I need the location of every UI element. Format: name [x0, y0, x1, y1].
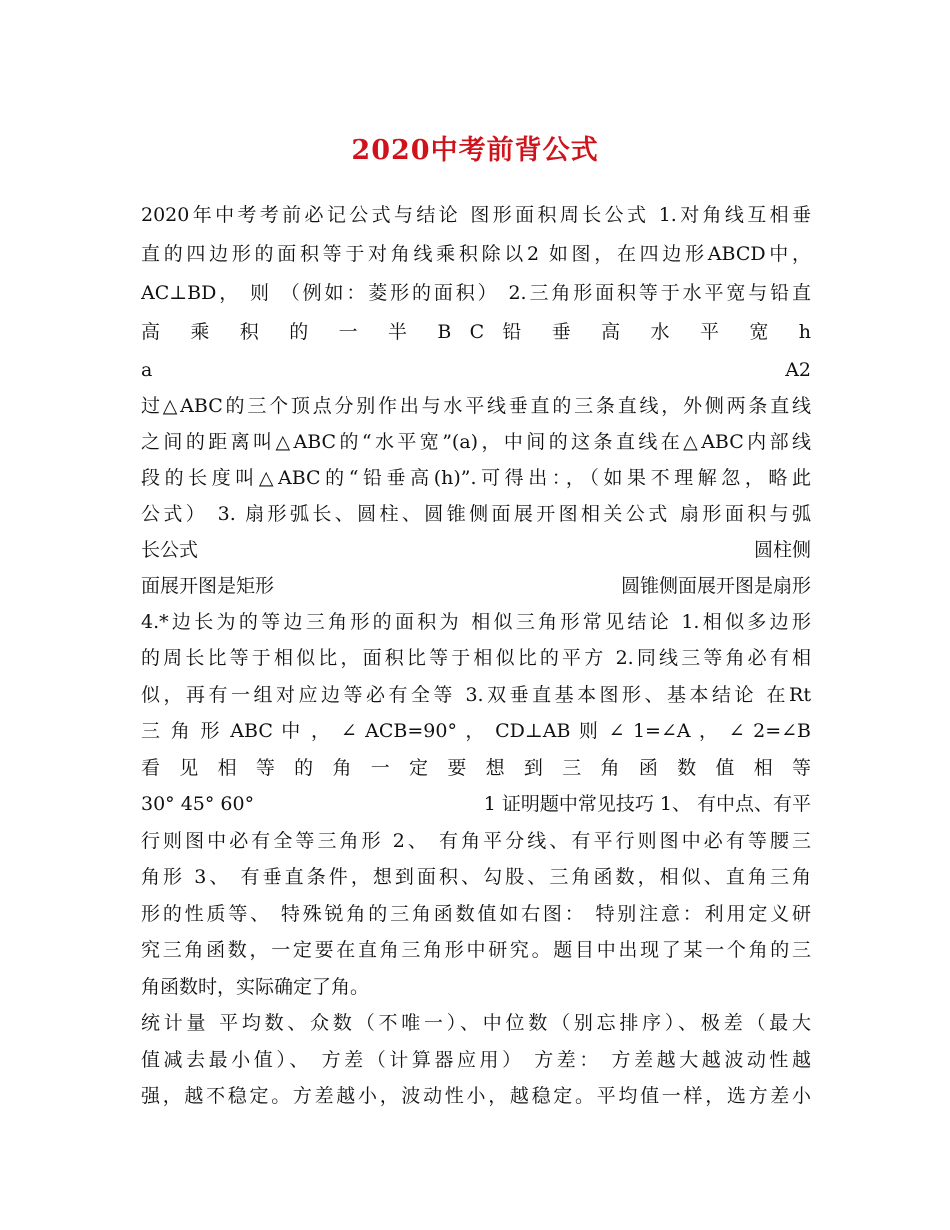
body-line-7: 之间的距离叫△ABC的“水平宽”(a)，中间的这条直线在△ABC内部线	[141, 431, 811, 453]
body-line-13: 的周长比等于相似比，面积比等于相似比的平方 2.同线三等角必有相	[141, 647, 811, 669]
body-line-23: 统计量 平均数、众数（不唯一）、中位数（别忘排序）、极差（最大	[141, 1012, 811, 1034]
body-line-22: 角函数时，实际确定了角。	[141, 976, 370, 998]
body-line-11	[141, 568, 811, 604]
body-line-15: 三 角 形 ABC 中 ， ∠ ACB=90° ， CD⊥AB 则 ∠ 1=∠A ， ∠ 2=∠B	[141, 720, 811, 742]
body-line-24: 值减去最小值）、 方差（计算器应用） 方差： 方差越大越波动性越	[141, 1049, 811, 1071]
body-line-10	[141, 532, 811, 568]
body-line-4: 高 乘 积 的 一 半 B C 铅 垂 高 水 平 宽 h	[141, 321, 811, 343]
body-line-2: 直的四边形的面积等于对角线乘积除以2 如图，在四边形ABCD中，	[141, 243, 811, 265]
body-line-5-right: A2	[785, 359, 811, 381]
body-line-10-right: 圆柱侧	[753, 539, 811, 561]
body-line-16: 看 见 相 等 的 角 一 定 要 想 到 三 角 函 数 值 相 等	[141, 757, 811, 779]
document-title: 2020中考前背公式	[351, 135, 599, 166]
body-line-3: AC⊥BD， 则 （例如：菱形的面积） 2.三角形面积等于水平宽与铅直	[141, 282, 811, 304]
body-line-1: 2020年中考考前必记公式与结论 图形面积周长公式 1.对角线互相垂	[141, 204, 811, 226]
body-line-14: 似，再有一组对应边等必有全等 3.双垂直基本图形、基本结论 在Rt	[141, 684, 811, 706]
body-line-11-left: 面展开图是矩形	[141, 575, 275, 597]
body-line-21: 究三角函数，一定要在直角三角形中研究。题目中出现了某一个角的三	[141, 939, 811, 961]
body-line-19: 角形 3、 有垂直条件，想到面积、勾股、三角函数，相似、直角三角	[141, 866, 811, 888]
body-line-10-left: 长公式	[141, 539, 199, 561]
body-line-8: 段的长度叫△ABC的“铅垂高(h)”.可得出：，（如果不理解忽，略此	[141, 467, 811, 489]
body-line-18: 行则图中必有全等三角形 2、 有角平分线、有平行则图中必有等腰三	[141, 830, 811, 852]
body-line-6: 过△ABC的三个顶点分别作出与水平线垂直的三条直线，外侧两条直线	[141, 395, 811, 417]
body-line-5	[141, 352, 811, 388]
body-line-17-left: 30° 45° 60°	[141, 793, 255, 815]
body-line-17	[141, 786, 811, 822]
body-line-25: 强，越不稳定。方差越小，波动性小，越稳定。平均值一样，选方差小	[141, 1085, 811, 1107]
body-line-9: 公式） 3. 扇形弧长、圆柱、圆锥侧面展开图相关公式 扇形面积与弧	[141, 503, 811, 525]
body-line-12: 4.*边长为的等边三角形的面积为 相似三角形常见结论 1.相似多边形	[141, 611, 811, 633]
body-line-11-right: 圆锥侧面展开图是扇形	[620, 575, 811, 597]
body-line-5-left: a	[141, 359, 153, 381]
body-line-17-right: 1 证明题中常见技巧 1、 有中点、有平	[483, 793, 811, 815]
body-line-20: 形的性质等、 特殊锐角的三角函数值如右图： 特别注意：利用定义研	[141, 903, 811, 925]
